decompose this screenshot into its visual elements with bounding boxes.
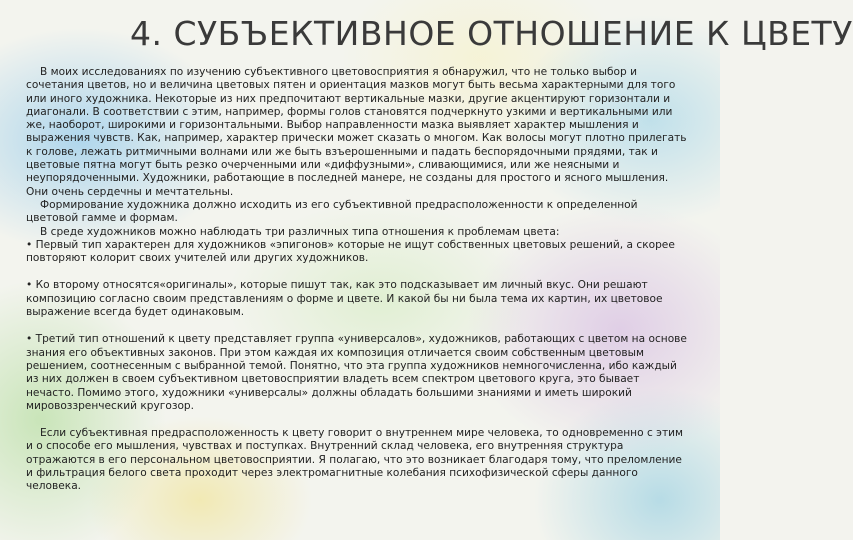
list-item-universals: • Третий тип отношений к цвету представляет группа «универсалов», художников, работающих с цветом на основе знания его объективных законов. При этом каждая их композиция отличается своим собственным цветовым решением, соотнесенным с выбранной темой. Понятно, что эта группа художников немногочисленна, ибо каждый из них должен в своем субъективном цветовосприятии владеть всем спектром цветового круга, это бывает нечасто. Помимо этого, художники «универсалы» должны обладать большими знаниями и иметь широкий мировоззренческий кругозор. bbox=[26, 333, 687, 412]
spacer bbox=[26, 265, 690, 279]
paragraph-three-types: В среде художников можно наблюдать три различных типа отношения к проблемам цвета: bbox=[40, 225, 560, 238]
body-text bbox=[26, 66, 690, 494]
paragraph-formation: Формирование художника должно исходить из его субъективной предрасположенности к определенной цветовой гамме и формам. bbox=[26, 198, 638, 225]
paragraph-conclusion: Если субъективная предрасположенность к цвету говорит о внутреннем мире человека, то одновременно с этим и о способе его мышления, чувствах и поступках. Внутренний склад человека, его внутренняя структура отражаются в его персональном цветовосприятии. Я полагаю, что это возникает благодаря тому, что преломление и фильтрация белого света проходит через электромагнитные колебания психофизической сферы данного человека. bbox=[26, 427, 684, 493]
list-item-epigones: • Первый тип характерен для художников «эпигонов» которые не ищут собственных цветовых решений, а скорее повторяют колорит своих учителей или других художников. bbox=[26, 238, 675, 265]
spacer bbox=[26, 319, 690, 333]
list-item-originals: • Ко второму относятся«оригиналы», которые пишут так, как это подсказывает им личный вкус. Они решают композицию согласно своим представлениям о форме и цвете. И какой бы ни была тема их картин, их цветовое выражение всегда будет одинаковым. bbox=[26, 279, 663, 319]
paragraph-intro: В моих исследованиях по изучению субъективного цветовосприятия я обнаружил, что не только выбор и сочетания цветов, но и величина цветовых пятен и ориентация мазков могут быть весьма характерными для того или иного художника. Некоторые из них предпочитают вертикальные мазки, другие акцентируют горизонтали и диагонали. В соответствии с этим, например, формы голов становятся подчеркнуто узкими и вертикальными или же, наоборот, широкими и горизонтальными. Выбор направленности мазка выявляет характер мышления и выражения чувств. Как, например, характер прически может сказать о многом. Как волосы могут плотно прилегать к голове, лежать ритмичными волнами или же быть взъерошенными и падать беспорядочными прядями, так и цветовые пятна могут быть резко очерченными или «диффузными», сливающимися, или же неясными и неупорядоченными. Художники, работающие в последней манере, не созданы для простого и ясного мышления. Они очень сердечны и мечтательны. bbox=[26, 66, 687, 198]
page-title: 4. СУБЪЕКТИВНОЕ ОТНОШЕНИЕ К ЦВЕТУ bbox=[130, 14, 853, 53]
spacer bbox=[26, 413, 690, 427]
